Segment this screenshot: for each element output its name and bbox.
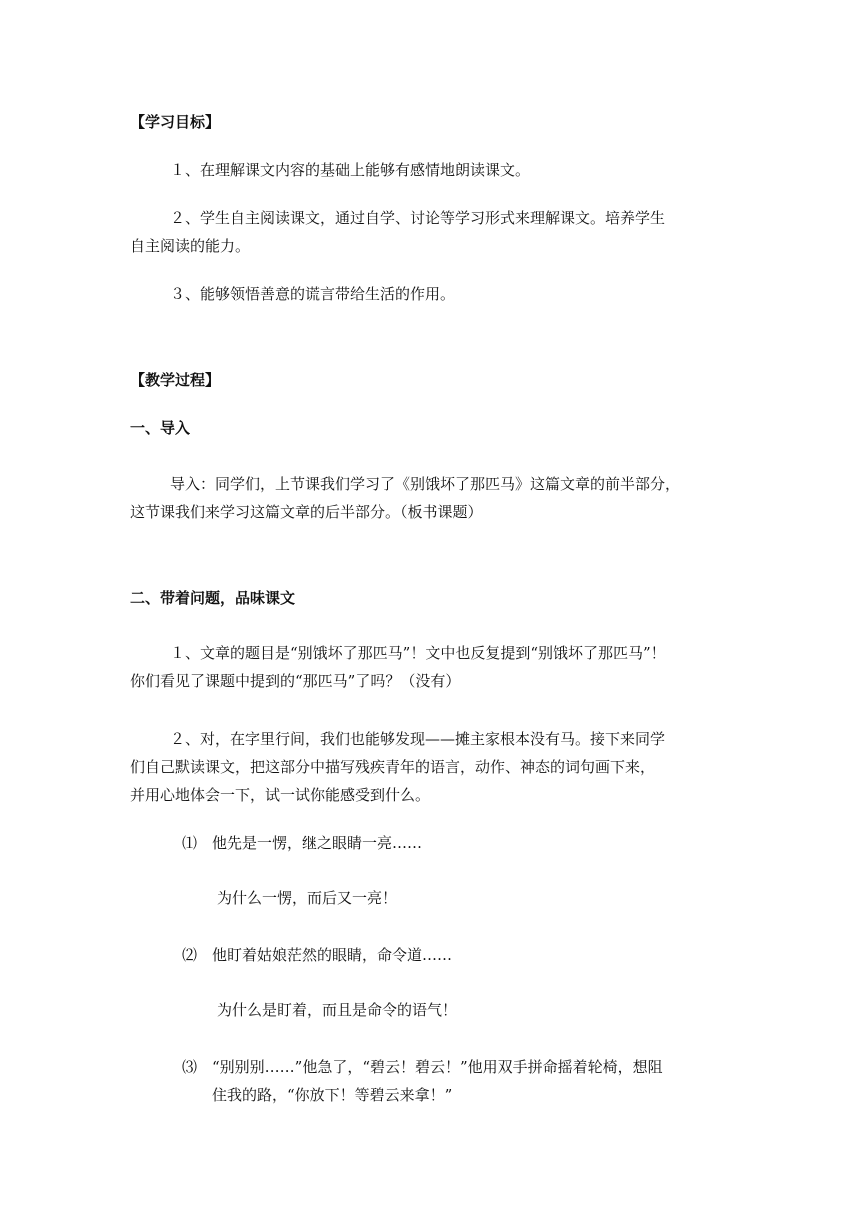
sub-item-1-text: 他先是一愣，继之眼睛一亮…… [212, 834, 423, 852]
question-1-line-2: 你们看见了课题中提到的“那匹马”了吗？（没有） [130, 672, 461, 690]
sub-item-2-question: 为什么是盯着，而且是命令的语气！ [217, 1001, 458, 1019]
sub-item-3-line-1 [182, 1057, 663, 1077]
objective-item-2-line-1: ２、学生自主阅读课文，通过自学、讨论等学习形式来理解课文。培养学生 [170, 209, 666, 227]
question-2-line-3: 并用心地体会一下，试一试你能感受到什么。 [130, 786, 431, 804]
sub-item-3-text: “别别别……”他急了，“碧云！碧云！”他用双手拼命摇着轮椅，想阻 [212, 1058, 663, 1076]
question-1-line-1: １、文章的题目是“别饿坏了那匹马”！文中也反复提到“别饿坏了那匹马”！ [170, 644, 666, 662]
sub-item-2-text: 他盯着姑娘茫然的眼睛，命令道…… [212, 946, 453, 964]
objective-item-2-line-2: 自主阅读的能力。 [130, 237, 251, 255]
objective-item-3: ３、能够领悟善意的谎言带给生活的作用。 [170, 285, 456, 303]
section-1-heading: 一、导入 [130, 419, 191, 437]
section-2-heading: 二、带着问题，品味课文 [130, 589, 296, 607]
sub-item-1-number: ⑴ [182, 834, 198, 852]
sub-item-3-number: ⑶ [182, 1058, 198, 1076]
process-heading: 【教学过程】 [130, 371, 221, 389]
sub-item-2 [182, 945, 452, 965]
sub-item-2-number: ⑵ [182, 946, 198, 964]
question-2-line-2: 们自己默读课文，把这部分中描写残疾青年的语言，动作、神态的词句画下来， [130, 758, 656, 776]
objective-item-1: １、在理解课文内容的基础上能够有感情地朗读课文。 [170, 161, 531, 179]
intro-paragraph-line-2: 这节课我们来学习这篇文章的后半部分。（板书课题） [130, 503, 483, 521]
objectives-heading: 【学习目标】 [130, 113, 221, 131]
sub-item-3-line-2: 住我的路，“你放下！等碧云来拿！” [212, 1086, 453, 1104]
sub-item-1 [182, 833, 422, 853]
intro-paragraph-line-1: 导入：同学们，上节课我们学习了《别饿坏了那匹马》这篇文章的前半部分， [170, 475, 681, 493]
sub-item-1-question: 为什么一愣，而后又一亮！ [217, 889, 398, 907]
question-2-line-1: ２、对，在字里行间，我们也能够发现——摊主家根本没有马。接下来同学 [170, 730, 666, 748]
